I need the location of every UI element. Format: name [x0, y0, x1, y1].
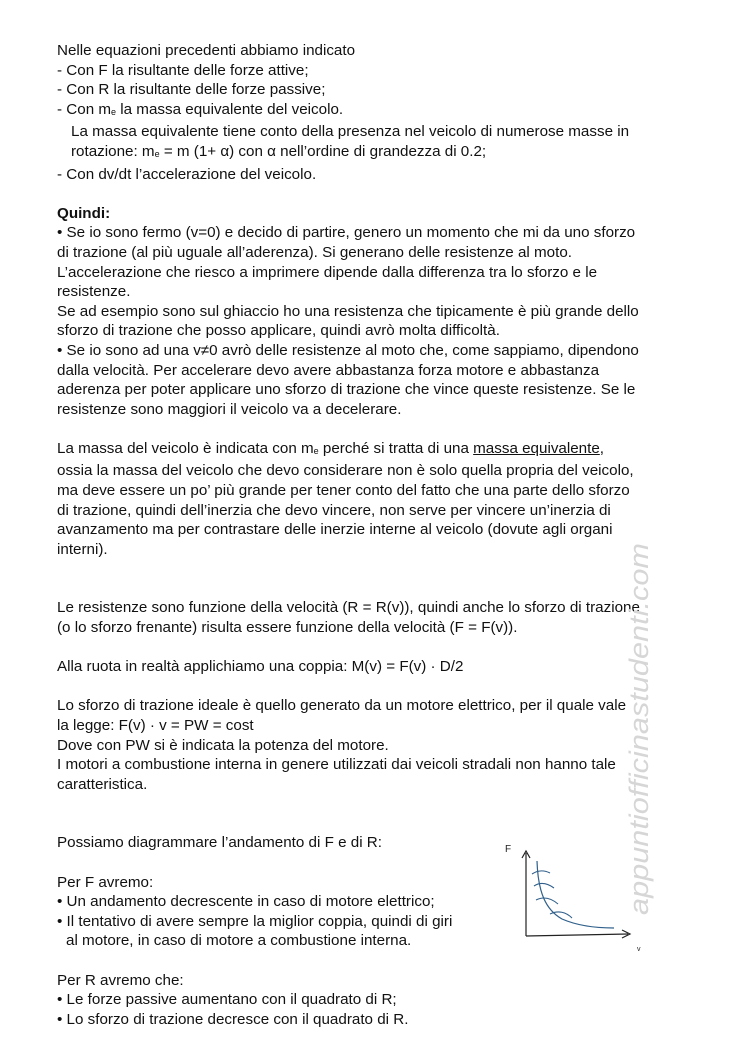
- graph-x-label: v: [637, 946, 641, 953]
- intro-item-m-sub: e: [111, 106, 117, 117]
- quindi-b1-line-2: di trazione (al più uguale all’aderenza). Si generano delle resistenze al moto.: [57, 243, 572, 261]
- mass-line-2: [57, 142, 697, 165]
- watermark-text: appuntiofficinastudenti.com: [624, 587, 654, 915]
- massa-equivalente-link[interactable]: massa equivalente: [473, 439, 600, 457]
- graph-y-label: F: [505, 844, 512, 855]
- mass-line-2-sub: e: [154, 148, 160, 159]
- f-item-1: • Un andamento decrescente in caso di motore elettrico;: [57, 893, 435, 911]
- quindi-b1-line-4: resistenze.: [57, 283, 131, 301]
- intro-item-m: [57, 100, 697, 123]
- r-item-2: • Lo sforzo di trazione decresce con il quadrato di R.: [57, 1010, 409, 1028]
- graph-combustion-arc-1: [532, 871, 550, 874]
- quindi-b1-line-5: Se ad esempio sono sul ghiaccio ho una resistenza che tipicamente è più grande dello: [57, 302, 639, 320]
- intro-item-f: - Con F la risultante delle forze attive;: [57, 61, 309, 79]
- graph-x-axis: [526, 934, 628, 936]
- resistenze-line-2: (o lo sforzo frenante) risulta essere funzione della velocità (F = F(v)).: [57, 619, 518, 637]
- graph-f-curve: [537, 861, 614, 928]
- intro-item-m-suffix: la massa equivalente del veicolo.: [116, 100, 344, 118]
- sforzo-line-3: Dove con PW si è indicata la potenza del motore.: [57, 736, 389, 754]
- coppia-line: Alla ruota in realtà applichiamo una coppia: M(v) = F(v) · D/2: [57, 658, 464, 676]
- resistenze-line-1: Le resistenze sono funzione della velocità (R = R(v)), quindi anche lo sforzo di trazione: [57, 599, 640, 617]
- massa-line-3: ma deve essere un po’ più grande per tener conto del fatto che una parte dello sforzo: [57, 482, 630, 500]
- graph-combustion-arc-4: [550, 912, 572, 918]
- intro-item-r: - Con R la risultante delle forze passive;: [57, 81, 326, 99]
- per-f-heading: Per F avremo:: [57, 873, 154, 891]
- quindi-b2-line-2: dalla velocità. Per accelerare devo avere abbastanza forza motore e abbastanza: [57, 361, 600, 379]
- quindi-b2-line-3: aderenza per poter applicare uno sforzo di trazione che vince queste resistenze. Se le: [57, 381, 636, 399]
- massa-l1-suffix: ,: [599, 439, 605, 457]
- r-item-1: • Le forze passive aumentano con il quadrato di R;: [57, 991, 397, 1009]
- massa-l1-prefix: La massa del veicolo è indicata con m: [57, 439, 314, 457]
- mass-line-2-suffix: = m (1+ α) con α nell’ordine di grandezza di 0.2;: [159, 142, 487, 160]
- per-r-heading: Per R avremo che:: [57, 971, 184, 989]
- f-v-graph: [500, 838, 650, 956]
- quindi-b2-line-1: • Se io sono ad una v≠0 avrò delle resistenze al moto che, come sappiamo, dipendono: [57, 341, 639, 359]
- mass-line-1: La massa equivalente tiene conto della presenza nel veicolo di numerose masse in: [71, 123, 630, 141]
- quindi-heading: Quindi:: [57, 204, 111, 222]
- f-item-2-line-1: • Il tentativo di avere sempre la miglior coppia, quindi di giri: [57, 912, 453, 930]
- f-item-2-line-2: al motore, in caso di motore a combustione interna.: [66, 932, 412, 950]
- massa-l1-sub: e: [313, 445, 319, 456]
- massa-line-5: avanzamento ma per contrastare delle inerzie interne al veicolo (dovute agli organi: [57, 521, 613, 539]
- sforzo-line-4: I motori a combustione interna in genere utilizzati dai veicoli stradali non hanno tale: [57, 756, 616, 774]
- quindi-b1-line-6: sforzo di trazione che posso applicare, quindi avrò molta difficoltà.: [57, 322, 500, 340]
- quindi-b1-line-3: L’accelerazione che riesco a imprimere dipende dalla differenza tra lo sforzo e le: [57, 263, 598, 281]
- sforzo-line-5: caratteristica.: [57, 775, 148, 793]
- massa-line-2: ossia la massa del veicolo che devo considerare non è solo quella propria del veicolo,: [57, 462, 634, 480]
- intro-heading: Nelle equazioni precedenti abbiamo indicato: [57, 42, 356, 59]
- graph-combustion-arc-3: [536, 898, 558, 904]
- massa-line-1: [57, 439, 697, 462]
- intro-item-m-prefix: - Con m: [57, 100, 112, 118]
- massa-line-6: interni).: [57, 540, 108, 558]
- massa-line-4: di trazione, quindi dell’inerzia che devo vincere, non serve per vincere un’inerzia di: [57, 501, 611, 519]
- mass-line-2-prefix: rotazione: m: [71, 142, 155, 160]
- diagramma-intro: Possiamo diagrammare l’andamento di F e di R:: [57, 834, 382, 852]
- graph-combustion-arc-2: [534, 884, 554, 888]
- sforzo-line-1: Lo sforzo di trazione ideale è quello generato da un motore elettrico, per il quale vale: [57, 697, 627, 715]
- sforzo-line-2: la legge: F(v) · v = PW = cost: [57, 717, 254, 734]
- quindi-b2-line-4: resistenze sono maggiori il veicolo va a decelerare.: [57, 400, 402, 418]
- massa-l1-mid: perché si tratta di una: [318, 439, 474, 457]
- intro-item-dv: - Con dv/dt l’accelerazione del veicolo.: [57, 165, 317, 183]
- quindi-b1-line-1: • Se io sono fermo (v=0) e decido di partire, genero un momento che mi da uno sforzo: [57, 224, 636, 242]
